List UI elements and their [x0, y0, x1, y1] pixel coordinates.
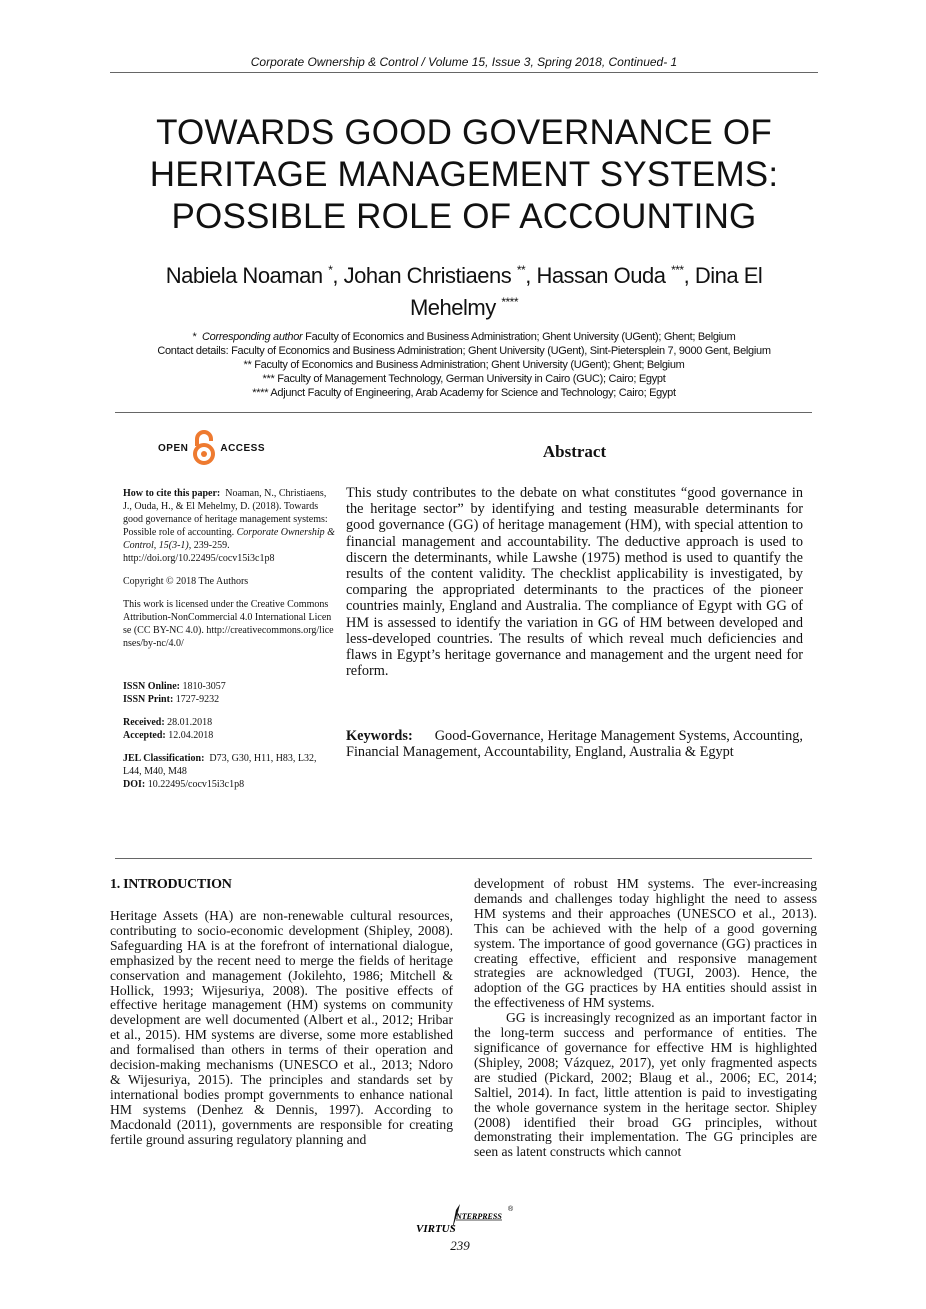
- open-lock-icon: [191, 430, 217, 466]
- body-left-column: [110, 877, 453, 1148]
- open-access-right: ACCESS: [220, 442, 266, 454]
- author-mark: **: [516, 263, 526, 277]
- contact-details: Contact details: Faculty of Economics and Business Administration; Ghent University (UGent), Sint-Pietersplein 7, 9000 Gent, Belgium: [157, 345, 771, 357]
- title-line: HERITAGE MANAGEMENT SYSTEMS:: [149, 155, 779, 194]
- paper-title: [110, 112, 818, 238]
- corr-mark: *: [192, 331, 197, 343]
- author-list: Nabiela Noaman *, Johan Christiaens **, Hassan Ouda ***, Dina El Mehelmy ****: [165, 263, 763, 320]
- open-access-logo: [158, 430, 265, 466]
- open-access-left: OPEN: [158, 442, 189, 454]
- abstract-heading: Abstract: [542, 442, 607, 461]
- citation: How to cite this paper: Noaman, N., Christiaens, J., Ouda, H., & El Mehelmy, D. (2018). Towards good governance of heritage management systems: Possible role of accounting. Corporate Ownership & Control, 15(3-1), 239-259. http://doi.org/10.22495/cocv15i3c1p8: [123, 488, 335, 564]
- corresponding-author-label: Corresponding author: [202, 331, 303, 343]
- jel-doi: JEL Classification: D73, G30, H11, H83, L32, L44, M40, M48 DOI: 10.22495/cocv15i3c1p8: [123, 753, 317, 790]
- affiliation: *** Faculty of Management Technology, German University in Cairo (GUC); Cairo; Egypt: [262, 373, 666, 385]
- abstract-text: This study contributes to the debate on what constitutes “good governance in the heritage sector” by identifying and testing measurable determinants for good governance (GG) of heritage management (HM), with special attention to financial management and accountability. The deductive approach is used to discern the determinants, while Lawshe (1975) method is used to quantify the results of the content validity. The checklist applicability is investigated, by comparing the appropriated determinants to the practices of the pioneer countries mainly, England and Australia. The compliance of Egypt with GG of HM is assessed to identify the variation in GG of HM between developed and less-developed countries. The results of which reveal much deficiencies and flaws in Egypt’s heritage governance and management and the urgent need for reform.: [346, 485, 803, 680]
- author-mark: *: [328, 263, 333, 277]
- running-head: Corporate Ownership & Control / Volume 15, Issue 3, Spring 2018, Continued- 1: [250, 55, 678, 69]
- header-rule: [110, 72, 818, 73]
- author-name: Johan Christiaens: [343, 263, 512, 288]
- affiliation: ** Faculty of Economics and Business Administration; Ghent University (UGent); Ghent; Belgium: [243, 359, 685, 371]
- dates: Received: 28.01.2018 Accepted: 12.04.2018: [123, 717, 214, 741]
- divider: [115, 412, 812, 413]
- license: This work is licensed under the Creative Commons Attribution-NonCommercial 4.0 International License (CC BY-NC 4.0). http://creativecommons.org/licenses/by-nc/4.0/: [123, 599, 334, 649]
- author-name: Dina El Mehelmy: [409, 263, 763, 320]
- virtus-interpress-logo: [390, 1200, 530, 1236]
- svg-text:®: ®: [508, 1206, 514, 1213]
- paragraph: GG is increasingly recognized as an important factor in the long-term success and performance of entities. The significance of governance for effective HM is highlighted (Shipley, 2008; Vázquez, 2017), yet only fragmented aspects are studied (Pickard, 2002; Blaug et al., 2006; EC, 2014; Saltiel, 2014). In fact, little attention is paid to investigating the whole governance system in the heritage sector. Shipley (2008) identified their broad GG principles, without demonstrating their implementation. The GG principles are seen as latent constructs which cannot: [474, 1010, 817, 1160]
- corr-affiliation: Faculty of Economics and Business Administration; Ghent University (UGent); Ghent; Belgium: [305, 331, 736, 343]
- issn: ISSN Online: 1810-3057 ISSN Print: 1727-9232: [123, 681, 226, 705]
- page-number: 239: [450, 1238, 470, 1253]
- title-line: TOWARDS GOOD GOVERNANCE OF: [156, 113, 772, 152]
- keywords-label: Keywords:: [346, 728, 413, 744]
- affiliation: **** Adjunct Faculty of Engineering, Arab Academy for Science and Technology; Cairo; Egypt: [252, 387, 676, 399]
- publisher-logo: [380, 1200, 540, 1241]
- author-mark: ****: [501, 295, 519, 309]
- keywords: [346, 728, 803, 760]
- keywords-text: Good-Governance, Heritage Management Systems, Accounting, Financial Management, Accountability, England, Australia & Egypt: [346, 728, 803, 761]
- author-name: Hassan Ouda: [536, 263, 666, 288]
- body-right-column: [474, 877, 817, 1160]
- title-line: POSSIBLE ROLE OF ACCOUNTING: [171, 197, 757, 236]
- svg-text:NTERPRESS: NTERPRESS: [456, 1212, 502, 1221]
- author-mark: ***: [671, 263, 684, 277]
- affiliations: [110, 330, 818, 400]
- article-info-sidebar: [123, 487, 335, 801]
- svg-text:VIRTUS: VIRTUS: [416, 1223, 456, 1235]
- copyright: Copyright © 2018 The Authors: [123, 576, 249, 587]
- citation-doi-link[interactable]: http://doi.org/10.22495/cocv15i3c1p8: [123, 553, 275, 564]
- author-name: Nabiela Noaman: [165, 263, 323, 288]
- divider: [115, 858, 812, 859]
- paragraph: development of robust HM systems. The ever-increasing demands and challenges today highlight the need to assess HM systems and their approaches (UNESCO et al., 2013). This can be achieved with the help of a good governing system. The importance of good governance (GG) practices in creating effective, efficient and responsive management strategies are acknowledged (TUGI, 2003). Hence, the adoption of the GG practices by HA entities should assist in the effectiveness of HM systems.: [474, 876, 817, 1011]
- section-heading: 1. INTRODUCTION: [110, 877, 232, 892]
- paragraph: Heritage Assets (HA) are non-renewable cultural resources, contributing to socio-economic development (Shipley, 2008). Safeguarding HA is at the forefront of international dialogue, emphasized by the recent need to merge the fields of heritage conservation and management (Jokilehto, 1986; Mitchell & Hollick, 1993; Wijesuriya, 2008). The positive effects of effective heritage management (HM) systems on community development are well documented (Albert et al., 2012; Hribar et al., 2015). HM systems are diverse, some more established and formalised than others in terms of their operation and decision-making mechanisms (UNESCO et al., 2013; Ndoro & Wijesuriya, 2015). The principles and standards set by international bodies prompt governments to enhance national HM systems (Denhez & Dennis, 1997). According to Macdonald (2011), governments are responsible for creating fertile ground assuring regulatory planning and: [110, 908, 453, 1147]
